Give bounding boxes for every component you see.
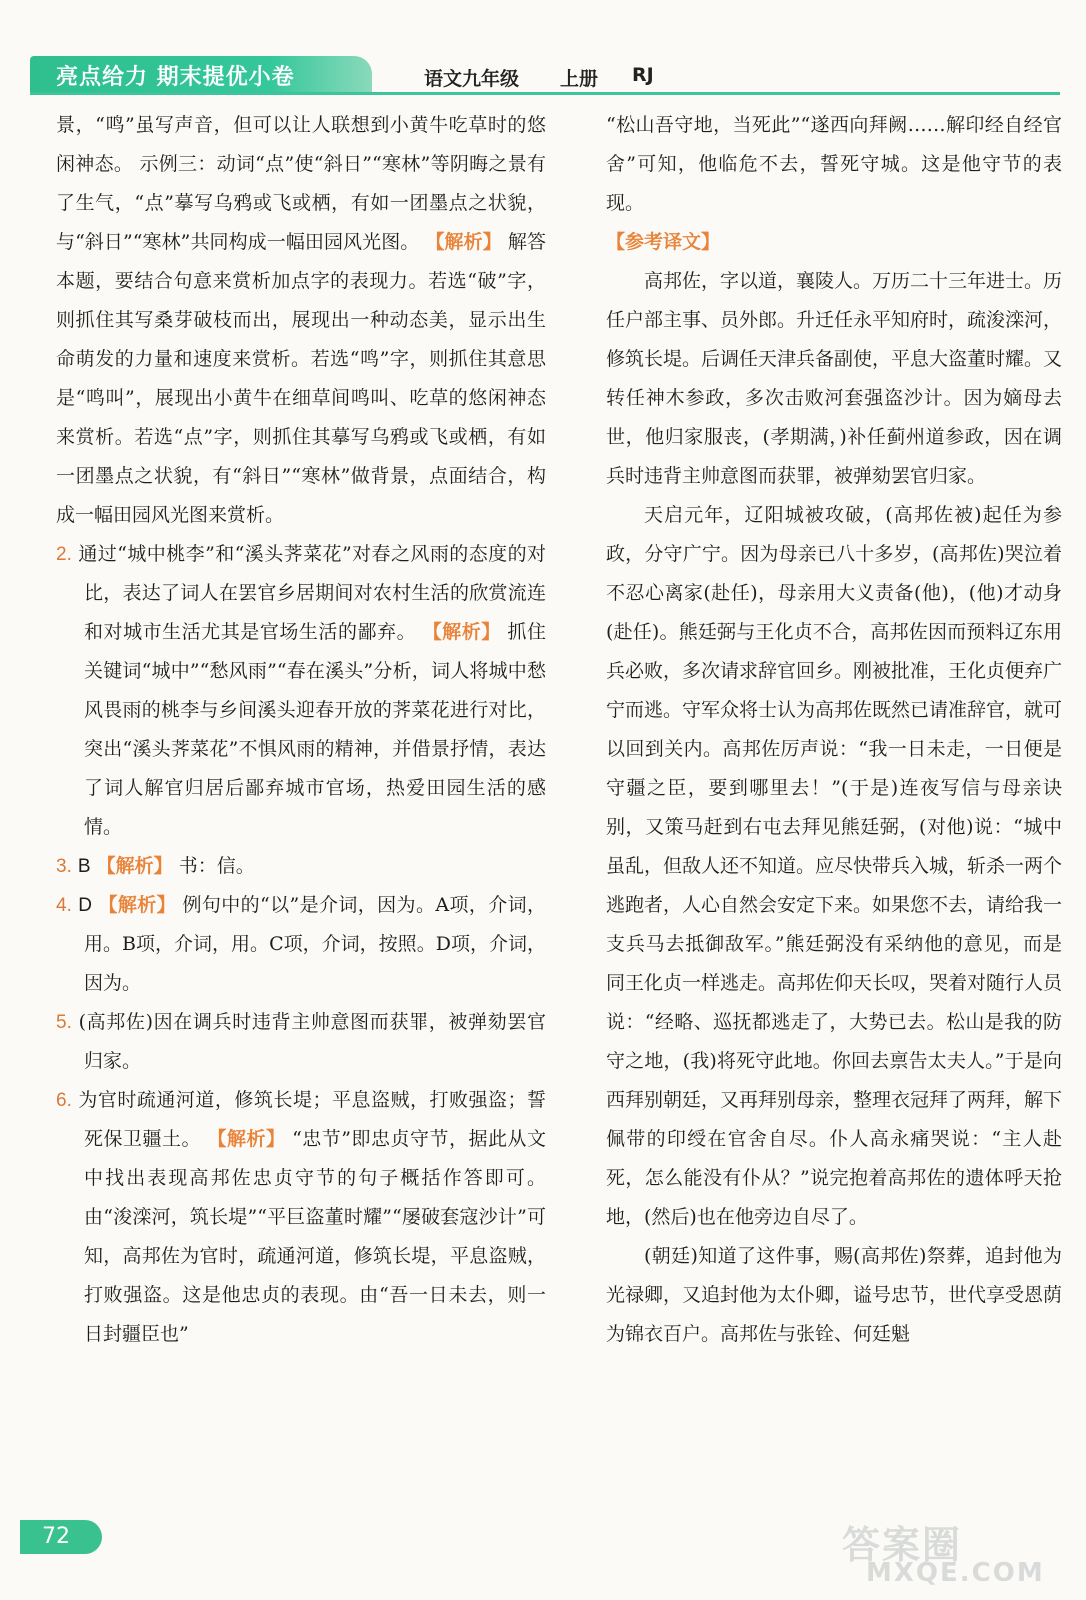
- analysis-text: 书：信。: [178, 855, 255, 877]
- analysis-text: 解答本题，要结合句意来赏析加点字的表现力。若选“破”字，则抓住其写桑芽破枝而出，展现出一种动态美，显示出生命萌发的力量和速度来赏析。若选“鸣”字，则抓住其意思是“鸣叫”，展现出小黄牛在细草间鸣叫、吃草的悠闲神态来赏析。若选“点”字，则抓住其摹写乌鸦或飞或栖，有如一团墨点之状貌，有“斜日”“寒林”做背景，点面结合，构成一幅田园风光图来赏析。: [56, 231, 546, 526]
- item-number: 6.: [56, 1090, 72, 1111]
- right-column: [606, 106, 1062, 1354]
- analysis-text: 例句中的“以”是介词，因为。A项，介词，用。B项，介词，用。C项，介词，按照。D项，介词，因为。: [84, 894, 546, 994]
- translation-heading: 【参考译文】: [606, 231, 721, 253]
- answer-item-6: [56, 1081, 546, 1354]
- translation-paragraph: (朝廷)知道了这件事，赐(高邦佐)祭葬，追封他为光禄卿，又追封他为太仆卿，谥号忠节，世代享受恩荫为锦衣百户。高邦佐与张铨、何廷魁: [606, 1245, 1063, 1345]
- analysis-text: 抓住关键词“城中”“愁风雨”“春在溪头”分析，词人将城中愁风畏雨的桃李与乡间溪头迎春开放的荠菜花进行对比，突出“溪头荠菜花”不惧风雨的精神，并借景抒情，表达了词人解官归居后鄙弃城市官场，热爱田园生活的感情。: [84, 621, 546, 838]
- analysis-tag: 【解析】: [98, 894, 177, 916]
- item-number: 3.: [56, 856, 72, 877]
- continuation-text: 景，“鸣”虽写声音，但可以让人联想到小黄牛吃草时的悠闲神态。 示例三：动词“点”使“斜日”“寒林”等阴晦之景有了生气，“点”摹写乌鸦或飞或栖，有如一团墨点之状貌，与“斜日”“寒林”共同构成一幅田园风光图。: [56, 114, 546, 253]
- watermark-text: 答案圈: [842, 1523, 963, 1567]
- answer-item-2: [56, 535, 546, 847]
- watermark-url: MXQE.COM: [866, 1558, 1045, 1588]
- item-answer: 为官时疏通河道，修筑长堤；平息盗贼，打败强盗；誓死保卫疆土。: [78, 1089, 546, 1150]
- item-answer: D: [78, 895, 93, 916]
- left-column: [56, 106, 546, 1354]
- item-number: 5.: [56, 1012, 72, 1033]
- item-number: 2.: [56, 544, 72, 565]
- page-header: [30, 50, 1060, 96]
- volume-label: 上册: [560, 68, 599, 90]
- answer-item-5: [56, 1003, 546, 1081]
- watermark-logo: [836, 1514, 1066, 1594]
- page-number: 72: [20, 1520, 102, 1554]
- series-title: 亮点给力 期末提优小卷: [56, 65, 295, 90]
- series-banner: [30, 56, 372, 92]
- answer-continuation: [56, 106, 546, 535]
- header-divider: [30, 92, 1060, 95]
- analysis-tag: 【解析】: [425, 231, 502, 253]
- item-answer: (高邦佐)因在调兵时违背主帅意图而获罪，被弹劾罢官归家。: [78, 1011, 547, 1072]
- analysis-continuation: “松山吾守地，当死此”“遂西向拜阙……解印经自经官舍”可知，他临危不去，誓死守城。这是他守节的表现。: [606, 114, 1062, 214]
- subject-label: 语文九年级: [424, 68, 520, 90]
- analysis-tag: 【解析】: [96, 855, 173, 877]
- analysis-tag: 【解析】: [422, 621, 501, 643]
- translation-paragraph: 高邦佐，字以道，襄陵人。万历二十三年进士。历任户部主事、员外郎。升迁任永平知府时，疏浚滦河，修筑长堤。后调任天津兵备副使，平息大盗董时耀。又转任神木参政，多次击败河套强盗沙计。因为嫡母去世，他归家服丧，(孝期满，)补任蓟州道参政，因在调兵时违背主帅意图而获罪，被弹劾罢官归家。: [606, 270, 1063, 487]
- analysis-tag: 【解析】: [207, 1128, 286, 1150]
- answer-item-3: [56, 847, 546, 886]
- edition-label: RJ: [632, 64, 654, 86]
- item-answer: B: [77, 856, 91, 877]
- answer-item-4: [56, 886, 546, 1003]
- analysis-text: “忠节”即忠贞守节，据此从文中找出表现高邦佐忠贞守节的句子概括作答即可。由“浚滦河，筑长堤”“平巨盗董时耀”“屡破套寇沙计”可知，高邦佐为官时，疏通河道，修筑长堤，平息盗贼，打败强盗。这是他忠贞的表现。由“吾一日未去，则一日封疆臣也”: [84, 1128, 546, 1345]
- item-number: 4.: [56, 895, 72, 916]
- translation-paragraph: 天启元年，辽阳城被攻破，(高邦佐被)起任为参政，分守广宁。因为母亲已八十多岁，(高邦佐)哭泣着不忍心离家(赴任)，母亲用大义责备(他)，(他)才动身(赴任)。熊廷弼与王化贞不合，高邦佐因而预料辽东用兵必败，多次请求辞官回乡。刚被批准，王化贞便弃广宁而逃。守军众将士认为高邦佐既然已请准辞官，就可以回到关内。高邦佐厉声说：“我一日未走，一日便是守疆之臣，要到哪里去！”(于是)连夜写信与母亲诀别，又策马赶到右屯去拜见熊廷弼，(对他)说：“城中虽乱，但敌人还不知道。应尽快带兵入城，斩杀一两个逃跑者，人心自然会安定下来。如果您不去，请给我一支兵马去抵御敌军。”熊廷弼没有采纳他的意见，而是同王化贞一样逃走。高邦佐仰天长叹，哭着对随行人员说：“经略、巡抚都逃走了，大势已去。松山是我的防守之地，(我)将死守此地。你回去禀告太夫人。”于是向西拜别朝廷，又再拜别母亲，整理衣冠拜了两拜，解下佩带的印绶在官舍自尽。仆人高永痛哭说：“主人赴死，怎么能没有仆从？”说完抱着高邦佐的遗体呼天抢地，(然后)也在他旁边自尽了。: [606, 504, 1063, 1228]
- item-answer: 通过“城中桃李”和“溪头荠菜花”对春之风雨的态度的对比，表达了词人在罢官乡居期间对农村生活的欣赏流连和对城市生活尤其是官场生活的鄙弃。: [78, 543, 547, 643]
